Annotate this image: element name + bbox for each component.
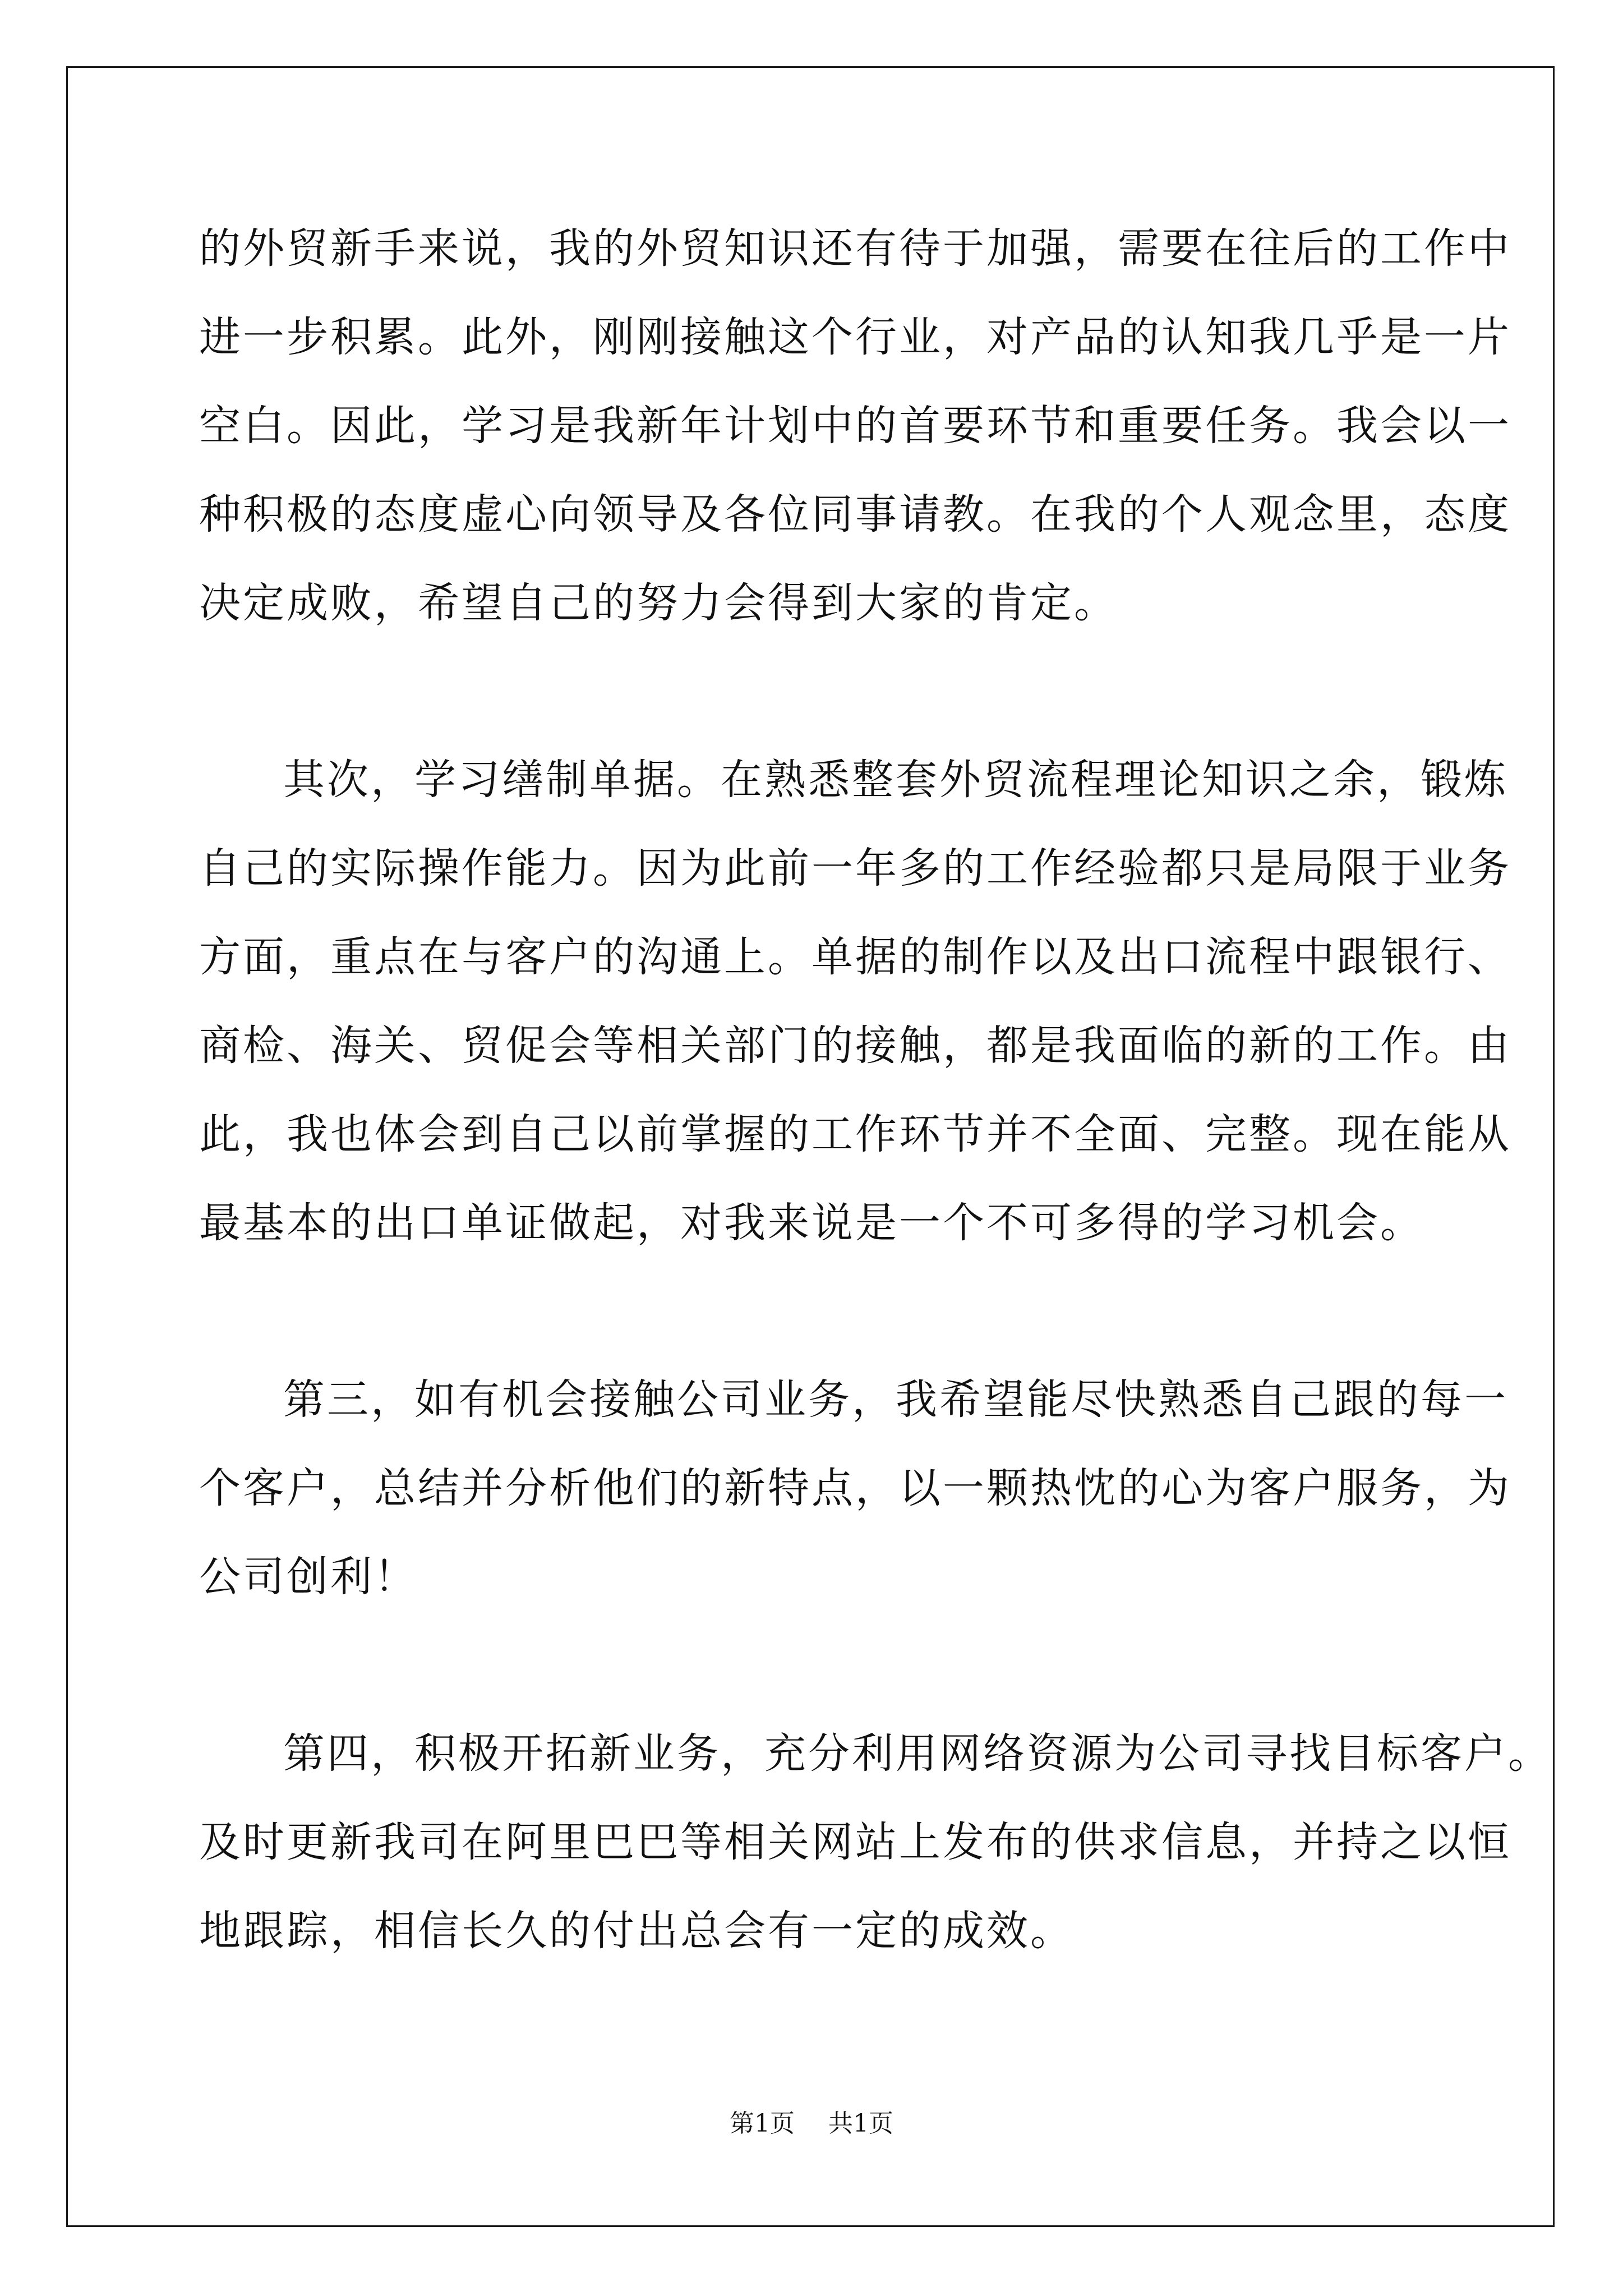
- page-number-current: 第1页: [730, 2109, 795, 2138]
- text-line: 及时更新我司在阿里巴巴等相关网站上发布的供求信息，并持之以恒: [199, 1818, 1511, 1866]
- text-line: 个客户，总结并分析他们的新特点，以一颗热忱的心为客户服务，为: [199, 1464, 1511, 1512]
- text-line: 进一步积累。此外，刚刚接触这个行业，对产品的认知我几乎是一片: [199, 313, 1511, 361]
- page-number-total: 共1页: [828, 2109, 893, 2138]
- text-line: 方面，重点在与客户的沟通上。单据的制作以及出口流程中跟银行、: [199, 933, 1511, 981]
- paragraph-first-line: 第三，如有机会接触公司业务，我希望能尽快熟悉自己跟的每一: [283, 1375, 1508, 1424]
- paragraph-first-line: 其次，学习缮制单据。在熟悉整套外贸流程理论知识之余，锻炼: [283, 756, 1508, 804]
- text-line: 此，我也体会到自己以前掌握的工作环节并不全面、完整。现在能从: [199, 1110, 1511, 1158]
- text-line: 商检、海关、贸促会等相关部门的接触，都是我面临的新的工作。由: [199, 1022, 1511, 1070]
- page-footer: [0, 2108, 1623, 2139]
- text-line: 的外贸新手来说，我的外贸知识还有待于加强，需要在往后的工作中: [199, 224, 1511, 273]
- text-line: 公司创利！: [199, 1553, 418, 1601]
- text-line: 决定成败，希望自己的努力会得到大家的肯定。: [199, 579, 1118, 627]
- paragraph-first-line: 第四，积极开拓新业务，充分利用网络资源为公司寻找目标客户。: [283, 1729, 1552, 1778]
- text-line: 地跟踪，相信长久的付出总会有一定的成效。: [199, 1907, 1074, 1955]
- text-line: 最基本的出口单证做起，对我来说是一个不可多得的学习机会。: [199, 1199, 1424, 1247]
- text-line: 空白。因此，学习是我新年计划中的首要环节和重要任务。我会以一: [199, 402, 1511, 450]
- text-line: 自己的实际操作能力。因为此前一年多的工作经验都只是局限于业务: [199, 844, 1511, 892]
- text-line: 种积极的态度虚心向领导及各位同事请教。在我的个人观念里，态度: [199, 490, 1511, 539]
